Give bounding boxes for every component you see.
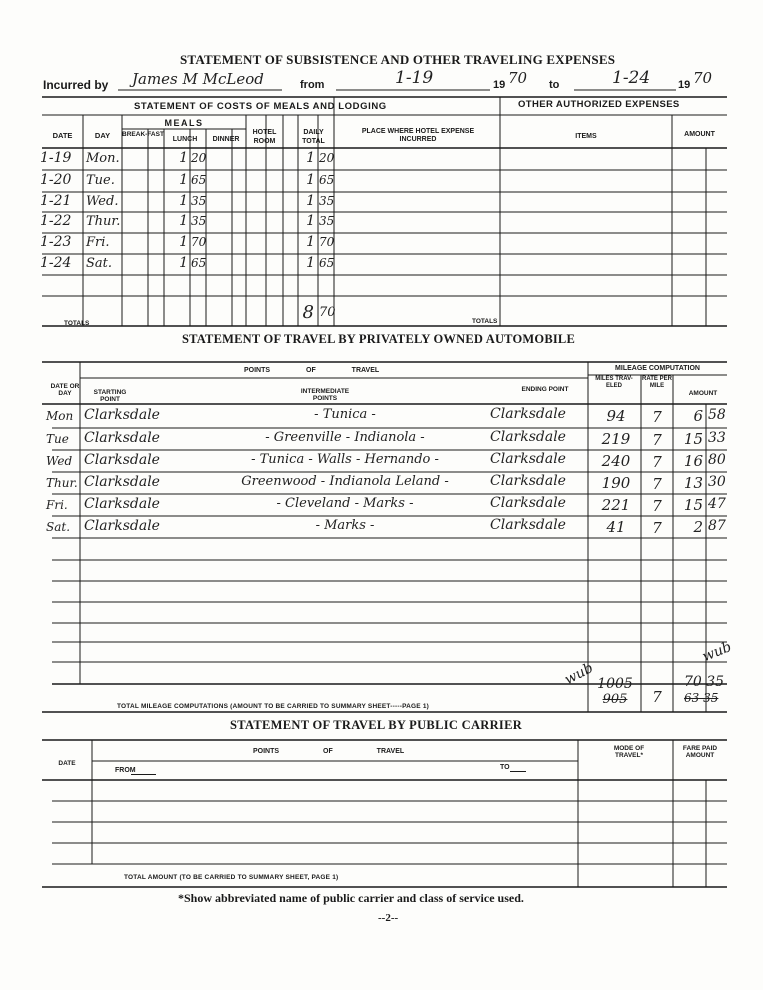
meal-row-lunch-cents[interactable]: 65 xyxy=(191,256,207,270)
meal-row-lunch-cents[interactable]: 20 xyxy=(191,151,207,165)
auto-row-amount-cents[interactable]: 58 xyxy=(708,407,726,423)
meal-row-date[interactable]: 1-19 xyxy=(40,150,72,166)
from-date[interactable]: 1-19 xyxy=(395,68,434,88)
auto-row-amount-dollars[interactable]: 6 xyxy=(693,407,703,425)
auto-row-end[interactable]: Clarksdale xyxy=(490,473,566,489)
col-miles-traveled: MILES TRAV-ELED xyxy=(595,376,633,389)
carrier-col-mode: MODE OF TRAVEL* xyxy=(613,745,645,759)
to-date[interactable]: 1-24 xyxy=(612,68,651,88)
meal-row-total-cents[interactable]: 20 xyxy=(319,151,335,165)
auto-row-rate[interactable]: 7 xyxy=(652,497,662,515)
incurred-by-label: Incurred by xyxy=(43,78,109,92)
col-date-or-day: DATE OR DAY xyxy=(50,383,80,397)
auto-row-day[interactable]: Thur. xyxy=(46,476,78,490)
carrier-to-label: TO xyxy=(500,764,510,771)
initials-wub-left: wub xyxy=(561,659,596,689)
auto-row-day[interactable]: Tue xyxy=(46,432,69,446)
total-auto-amount[interactable]: 70 35 xyxy=(684,674,725,690)
auto-row-amount-cents[interactable]: 87 xyxy=(708,518,726,534)
meal-row-lunch-dollars[interactable]: 1 xyxy=(179,172,188,188)
meal-row-day[interactable]: Tue. xyxy=(86,173,115,188)
meal-row-lunch-cents[interactable]: 35 xyxy=(191,214,207,228)
auto-row-start[interactable]: Clarksdale xyxy=(84,518,160,534)
auto-section-title: STATEMENT OF TRAVEL BY PRIVATELY OWNED AUTOMOBILE xyxy=(182,332,576,346)
carrier-from-blank[interactable] xyxy=(131,774,156,775)
auto-row-day[interactable]: Wed xyxy=(46,454,73,468)
auto-row-end[interactable]: Clarksdale xyxy=(490,517,566,533)
meal-row-total-dollars[interactable]: 1 xyxy=(306,150,315,166)
meal-row-total-cents[interactable]: 35 xyxy=(319,214,335,228)
auto-row-day[interactable]: Fri. xyxy=(46,498,68,512)
col-meals-group: MEALS xyxy=(164,118,204,128)
auto-row-rate[interactable]: 7 xyxy=(652,519,662,537)
auto-row-end[interactable]: Clarksdale xyxy=(490,495,566,511)
other-expenses-title: OTHER AUTHORIZED EXPENSES xyxy=(518,99,680,110)
auto-row-end[interactable]: Clarksdale xyxy=(490,451,566,467)
auto-row-miles[interactable]: 240 xyxy=(601,452,631,470)
meal-row-total-cents[interactable]: 35 xyxy=(319,194,335,208)
carrier-col-date: DATE xyxy=(58,760,76,767)
auto-row-end[interactable]: Clarksdale xyxy=(490,429,566,445)
col-date: DATE xyxy=(52,131,73,140)
auto-row-rate[interactable]: 7 xyxy=(652,431,662,449)
meal-row-total-dollars[interactable]: 1 xyxy=(306,172,315,188)
auto-row-intermediate[interactable]: - Cleveland - Marks - xyxy=(276,496,414,511)
auto-row-start[interactable]: Clarksdale xyxy=(84,496,160,512)
meal-row-lunch-dollars[interactable]: 1 xyxy=(179,255,188,271)
carrier-col-fare: FARE PAID AMOUNT xyxy=(682,745,718,759)
meal-row-total-cents[interactable]: 65 xyxy=(319,256,335,270)
footnote: *Show abbreviated name of public carrier and class of service used. xyxy=(178,891,524,905)
meal-row-lunch-dollars[interactable]: 1 xyxy=(179,234,188,250)
col-auto-amount: AMOUNT xyxy=(688,390,718,397)
meal-row-date[interactable]: 1-22 xyxy=(40,213,72,229)
from-year-prefix: 19 xyxy=(493,79,506,91)
col-dinner: DINNER xyxy=(212,136,240,143)
auto-row-intermediate[interactable]: - Greenville - Indianola - xyxy=(265,430,425,445)
meal-row-total-dollars[interactable]: 1 xyxy=(306,255,315,271)
meals-total-cents[interactable]: 70 xyxy=(319,305,336,320)
meal-row-lunch-cents[interactable]: 65 xyxy=(191,173,207,187)
auto-row-intermediate[interactable]: - Tunica - Walls - Hernando - xyxy=(251,452,439,467)
meal-row-total-dollars[interactable]: 1 xyxy=(306,213,315,229)
initials-wub-right: wub xyxy=(700,638,734,666)
total-miles[interactable]: 1005 xyxy=(597,676,633,692)
auto-row-start[interactable]: Clarksdale xyxy=(84,430,160,446)
meal-row-date[interactable]: 1-21 xyxy=(40,193,72,209)
meal-row-lunch-dollars[interactable]: 1 xyxy=(179,193,188,209)
from-label: from xyxy=(300,79,325,91)
form-title: STATEMENT OF SUBSISTENCE AND OTHER TRAVELING EXPENSES xyxy=(180,52,616,67)
page-number: --2-- xyxy=(378,912,399,924)
to-label: to xyxy=(549,79,560,91)
auto-row-rate[interactable]: 7 xyxy=(652,453,662,471)
auto-row-miles[interactable]: 94 xyxy=(606,407,626,425)
meal-row-day[interactable]: Fri. xyxy=(86,235,110,250)
meal-row-date[interactable]: 1-23 xyxy=(40,234,72,250)
carrier-points-of-travel: POINTS OF TRAVEL xyxy=(253,748,405,755)
auto-row-amount-dollars[interactable]: 16 xyxy=(683,452,703,470)
col-rate-per-mile: RATE PER MILE xyxy=(642,376,672,389)
meal-row-total-cents[interactable]: 65 xyxy=(319,173,335,187)
carrier-from-label: FROM xyxy=(115,767,136,774)
auto-row-intermediate[interactable]: - Marks - xyxy=(315,518,375,533)
meal-row-total-dollars[interactable]: 1 xyxy=(306,234,315,250)
auto-row-start[interactable]: Clarksdale xyxy=(84,452,160,468)
meals-totals-label: TOTALS xyxy=(64,320,90,327)
auto-row-amount-cents[interactable]: 47 xyxy=(708,496,726,512)
meals-totals-label-right: TOTALS xyxy=(472,318,498,325)
auto-row-day[interactable]: Sat. xyxy=(46,520,71,534)
auto-row-intermediate[interactable]: - Tunica - xyxy=(314,407,376,422)
carrier-total-label: TOTAL AMOUNT (TO BE CARRIED TO SUMMARY SHEET, PAGE 1) xyxy=(124,874,339,881)
total-miles-struck: 905 xyxy=(602,692,628,707)
auto-row-amount-cents[interactable]: 80 xyxy=(708,452,726,468)
auto-row-amount-dollars[interactable]: 2 xyxy=(693,518,703,536)
mileage-computation-title: MILEAGE COMPUTATION xyxy=(615,365,700,372)
auto-row-intermediate[interactable]: Greenwood - Indianola Leland - xyxy=(241,474,449,489)
meals-section-title: STATEMENT OF COSTS OF MEALS AND LODGING xyxy=(134,101,387,112)
col-day: DAY xyxy=(94,131,111,140)
col-intermediate-points: INTERMEDIATE POINTS xyxy=(300,388,350,402)
to-year-prefix: 19 xyxy=(678,79,691,91)
auto-row-amount-cents[interactable]: 33 xyxy=(708,430,726,446)
meal-row-date[interactable]: 1-20 xyxy=(40,172,72,188)
meal-row-day[interactable]: Sat. xyxy=(86,256,113,271)
col-starting-point: STARTING POINT xyxy=(93,389,127,403)
col-lunch: LUNCH xyxy=(172,136,198,143)
meal-row-lunch-dollars[interactable]: 1 xyxy=(179,213,188,229)
meal-row-day[interactable]: Mon. xyxy=(86,151,120,166)
meals-total-dollars[interactable]: 8 xyxy=(302,302,314,323)
from-year[interactable]: 70 xyxy=(508,69,528,87)
auto-row-amount-dollars[interactable]: 15 xyxy=(683,496,703,514)
auto-row-amount-dollars[interactable]: 15 xyxy=(683,430,703,448)
auto-row-miles[interactable]: 219 xyxy=(601,430,631,448)
meal-row-total-cents[interactable]: 70 xyxy=(319,235,335,249)
auto-row-end[interactable]: Clarksdale xyxy=(490,406,566,422)
col-amount: AMOUNT xyxy=(684,131,715,138)
auto-row-start[interactable]: Clarksdale xyxy=(84,474,160,490)
total-auto-amount-struck: 63 35 xyxy=(684,691,719,705)
auto-row-start[interactable]: Clarksdale xyxy=(84,407,160,423)
incurred-by-name[interactable]: James M McLeod xyxy=(132,70,264,88)
carrier-section-title: STATEMENT OF TRAVEL BY PUBLIC CARRIER xyxy=(230,718,523,732)
meal-row-total-dollars[interactable]: 1 xyxy=(306,193,315,209)
meal-row-lunch-dollars[interactable]: 1 xyxy=(179,150,188,166)
meal-row-lunch-cents[interactable]: 35 xyxy=(191,194,207,208)
total-mileage-label: TOTAL MILEAGE COMPUTATIONS (AMOUNT TO BE CARRIED TO SUMMARY SHEET-----PAGE 1) xyxy=(117,703,429,710)
meal-row-day[interactable]: Wed. xyxy=(86,194,119,209)
auto-row-day[interactable]: Mon xyxy=(46,409,74,423)
col-items: ITEMS xyxy=(575,133,597,140)
col-hotel-room: HOTEL ROOM xyxy=(252,129,277,145)
meal-row-lunch-cents[interactable]: 70 xyxy=(191,235,207,249)
auto-row-rate[interactable]: 7 xyxy=(652,475,662,493)
auto-row-amount-cents[interactable]: 30 xyxy=(708,474,726,490)
auto-row-amount-dollars[interactable]: 13 xyxy=(683,474,703,492)
auto-row-miles[interactable]: 221 xyxy=(601,496,631,514)
carrier-to-blank[interactable] xyxy=(510,771,526,772)
col-breakfast: BREAK-FAST xyxy=(122,131,164,138)
total-rate[interactable]: 7 xyxy=(652,688,662,706)
meal-row-day[interactable]: Thur. xyxy=(86,214,121,229)
to-year[interactable]: 70 xyxy=(693,69,713,87)
col-ending-point: ENDING POINT xyxy=(521,386,569,393)
auto-row-miles[interactable]: 41 xyxy=(606,518,626,536)
col-daily-total: DAILY TOTAL xyxy=(302,129,325,145)
auto-row-miles[interactable]: 190 xyxy=(601,474,631,492)
meal-row-date[interactable]: 1-24 xyxy=(40,255,72,271)
auto-points-of-travel: POINTS OF TRAVEL xyxy=(244,367,380,374)
auto-row-rate[interactable]: 7 xyxy=(652,408,662,426)
col-place: PLACE WHERE HOTEL EXPENSE INCURRED xyxy=(361,128,475,143)
